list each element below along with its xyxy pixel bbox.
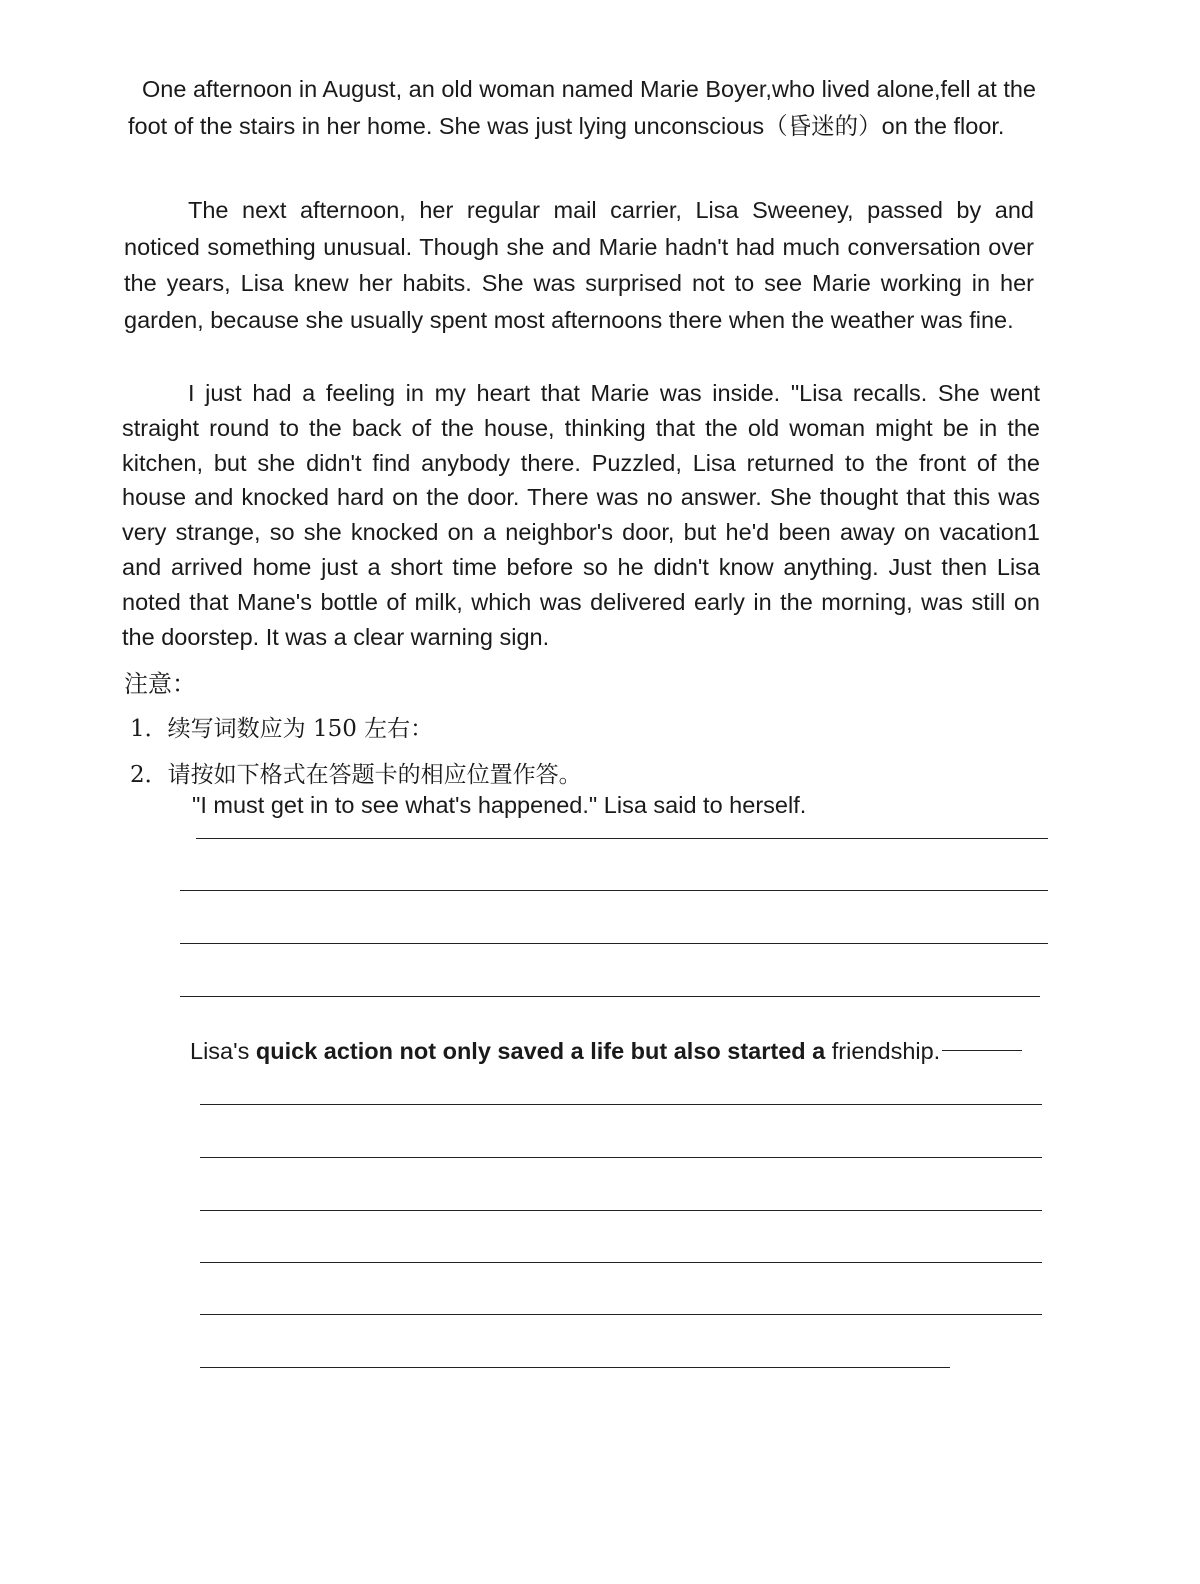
opening-text-bold: quick action not only saved a life but also started a <box>255 1038 826 1064</box>
writing-line <box>180 943 1048 944</box>
note-item-word-count: 1．续写词数应为 150 左右： <box>130 716 434 742</box>
paragraph-1-opening-sentence: "I must get in to see what's happened." Lisa said to herself. <box>192 792 807 818</box>
passage-paragraph-2: The next afternoon, her regular mail carrier, Lisa Sweeney, passed by and noticed something unusual. Though she and Marie hadn't had much conversation over the years, Lisa knew her habits. She was surprised not to see Marie working in her garden, because she usually spent most afternoons there when the weather was fine. <box>124 197 1034 333</box>
writing-line <box>196 838 1048 839</box>
writing-line <box>180 890 1048 891</box>
writing-line <box>200 1157 1042 1158</box>
writing-line <box>200 1210 1042 1211</box>
passage-paragraph-1: One afternoon in August, an old woman named Marie Boyer,who lived alone,fell at the foot of the stairs in her home. She was just lying unconscious（昏迷的）on the floor. <box>128 76 1036 139</box>
writing-line <box>200 1314 1042 1315</box>
writing-line <box>200 1367 950 1368</box>
note-item-format: 2．请按如下格式在答题卡的相应位置作答。 <box>130 762 582 788</box>
notes-heading: 注意： <box>124 670 196 698</box>
passage-paragraph-3: I just had a feeling in my heart that Marie was inside. "Lisa recalls. She went straight round to the back of the house, thinking that the old woman might be in the kitchen, but she didn't find anybody there. Puzzled, Lisa returned to the front of the house and knocked hard on the door. There was no answer. She thought that this was very strange, so she knocked on a neighbor's door, but he'd been away on vacation1 and arrived home just a short time before so he didn't know anything. Just then Lisa noted that Mane's bottle of milk, which was delivered early in the morning, was still on the doorstep. It was a clear warning sign. <box>122 380 1040 650</box>
writing-line <box>200 1262 1042 1263</box>
opening-text-plain: Lisa's <box>190 1038 256 1064</box>
writing-line <box>200 1104 1042 1105</box>
paragraph-2-opening-sentence <box>190 1038 1022 1065</box>
writing-line <box>180 996 1040 997</box>
writing-line-tail <box>942 1050 1022 1051</box>
opening-text-end: friendship. <box>825 1038 941 1064</box>
